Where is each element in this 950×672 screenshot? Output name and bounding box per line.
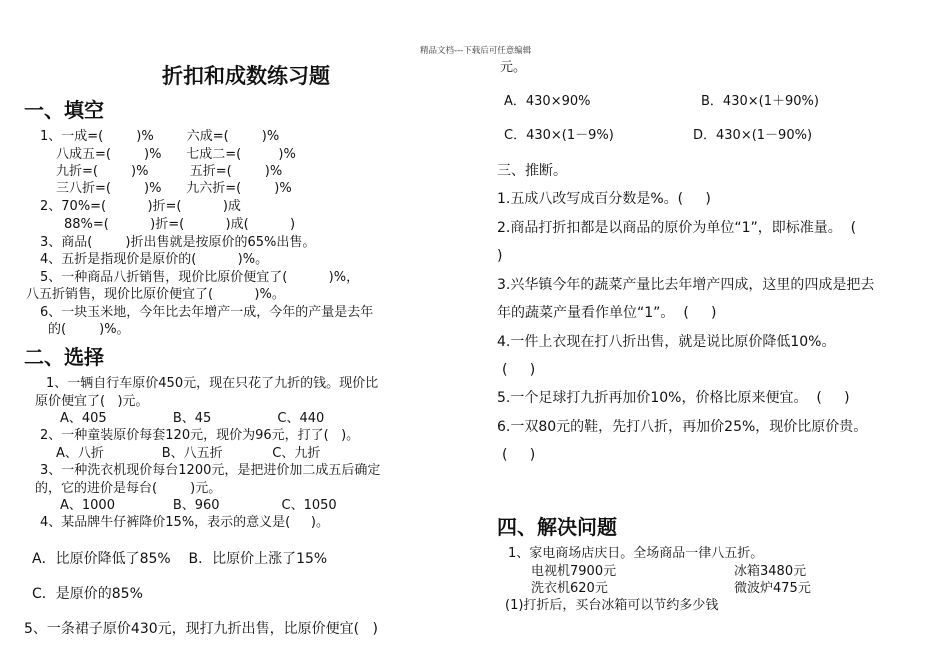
fill-line: 5、一种商品八折销售，现价比原价便宜了( )%， bbox=[40, 270, 360, 285]
choice-line: 4、某品牌牛仔裤降价15%，表示的意义是( )。 bbox=[40, 515, 329, 530]
section-choice-heading: 二、选择 bbox=[24, 345, 104, 369]
price-tv: 电视机7900元 bbox=[531, 564, 617, 579]
fill-line: 6、一块玉米地，今年比去年增产一成，今年的产量是去年 bbox=[40, 305, 374, 320]
judge-line: 3.兴华镇今年的蔬菜产量比去年增产四成，这里的四成是把去 bbox=[497, 277, 875, 293]
choice-q4-option-c: C．是原价的85% bbox=[32, 586, 143, 602]
page-title: 折扣和成数练习题 bbox=[162, 64, 330, 88]
solve-sub-question-1: (1)打折后，买台冰箱可以节约多少钱 bbox=[505, 598, 719, 613]
solve-problem-1: 1、家电商场店庆日。全场商品一律八五折。 bbox=[508, 546, 764, 561]
fill-line: 3、商品( )折出售就是按原价的65%出售。 bbox=[40, 235, 316, 250]
section-solve-heading: 四、解决问题 bbox=[497, 515, 617, 539]
choice-line: 原价便宜了( )元。 bbox=[35, 394, 149, 409]
option-b: B．430×(1＋90%) bbox=[701, 94, 819, 109]
choice-line: 1、一辆自行车原价450元，现在只花了九折的钱。现价比 bbox=[46, 376, 379, 391]
fill-line: 4、五折是指现价是原价的( )%。 bbox=[40, 252, 269, 267]
option-d: D．430×(1－90%) bbox=[693, 128, 813, 143]
fill-line: 88%=( )折=( )成( ) bbox=[64, 217, 296, 232]
price-microwave: 微波炉475元 bbox=[734, 581, 811, 596]
page-header: 精品文档---下载后可任意编辑 bbox=[420, 46, 532, 56]
judge-line: 5.一个足球打九折再加价10%，价格比原来便宜。 ( ) bbox=[497, 390, 850, 406]
fill-line: 2、70%=( )折=( )成 bbox=[40, 199, 241, 214]
choice-q4-options-ab: A．比原价降低了85% B．比原价上涨了15% bbox=[32, 551, 328, 567]
judge-line: ( ) bbox=[502, 447, 536, 463]
judge-line: 6.一双80元的鞋，先打八折，再加价25%，现价比原价贵。 bbox=[497, 419, 868, 435]
section-judge-heading: 三、推断。 bbox=[497, 163, 567, 179]
option-c: C．430×(1－9%) bbox=[504, 128, 614, 143]
fill-line: 1、一成=( )% 六成=( )% bbox=[40, 129, 280, 144]
price-washer: 洗衣机620元 bbox=[531, 581, 608, 596]
choice-q5: 5、一条裙子原价430元，现打九折出售，比原价便宜( ) bbox=[24, 621, 378, 637]
price-fridge: 冰箱3480元 bbox=[734, 564, 807, 579]
fill-line: 九折=( )% 五折=( )% bbox=[56, 164, 283, 179]
option-a: A．430×90% bbox=[504, 94, 591, 109]
judge-line: ( ) bbox=[502, 362, 536, 378]
fill-line: 八五折销售，现价比原价便宜了( )%。 bbox=[26, 287, 285, 302]
judge-line: 2.商品打折扣都是以商品的原价为单位“1”，即标准量。 ( bbox=[497, 220, 857, 236]
judge-line: 4.一件上衣现在打八折出售，就是说比原价降低10%。 bbox=[497, 334, 836, 350]
choice-options: A、八折 B、八五折 C、九折 bbox=[56, 446, 321, 461]
judge-line: 年的蔬菜产量看作单位“1”。 ( ) bbox=[497, 305, 717, 321]
choice-line: 的，它的进价是每台( )元。 bbox=[35, 481, 222, 496]
choice-line: 3、一种洗衣机现价每台1200元，是把进价加二成五后确定 bbox=[40, 463, 381, 478]
choice-options: A、405 B、45 C、440 bbox=[60, 411, 325, 426]
fill-line: 八成五=( )% 七成二=( )% bbox=[56, 147, 296, 162]
section-fill-heading: 一、填空 bbox=[24, 98, 104, 122]
judge-line: 1.五成八改写成百分数是%。( ) bbox=[497, 191, 711, 207]
judge-line: ) bbox=[497, 248, 503, 264]
choice-options: A、1000 B、960 C、1050 bbox=[60, 498, 337, 513]
choice-q5-tail: 元。 bbox=[500, 60, 527, 75]
fill-line: 三八折=( )% 九六折=( )% bbox=[56, 181, 292, 196]
choice-line: 2、一种童装原价每套120元，现价为96元，打了( )。 bbox=[40, 428, 360, 443]
fill-line: 的( )%。 bbox=[48, 322, 130, 337]
